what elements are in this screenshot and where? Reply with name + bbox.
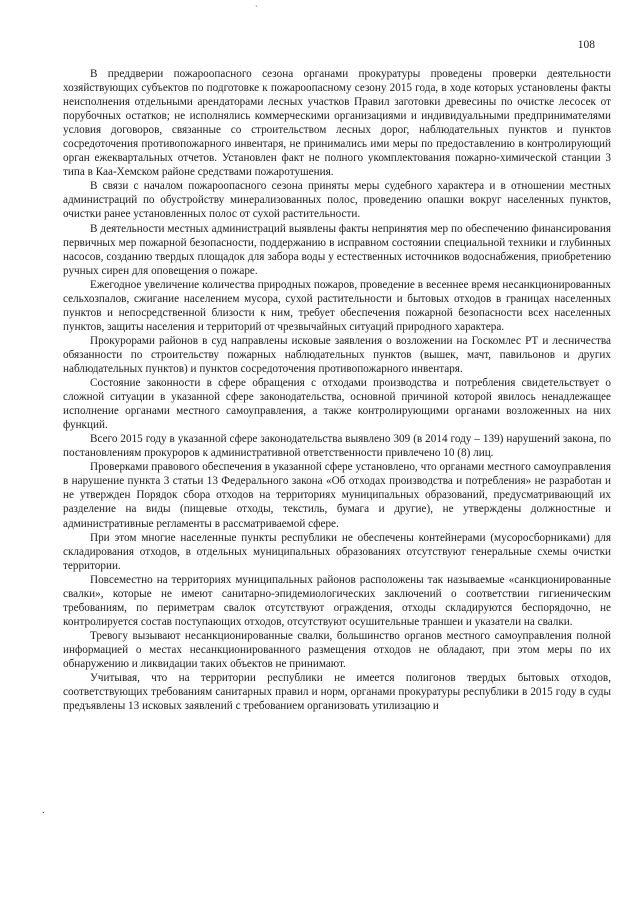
paragraph-natural-fires: Ежегодное увеличение количества природных пожаров, проведение в весеннее время несанкционированных сельхозпалов, сжигание населением мусора, сухой растительности и бытовых отходов в границах населенных пунктов и непосредственной близости к ним, требует обеспечения пожарной безопасности всех населенных пунктов, защиты населения и территорий от чрезвычайных ситуаций природного характера. [63,278,611,333]
paragraph-waste-legality: Состояние законности в сфере обращения с отходами производства и потребления свидетельствует о сложной ситуации в указанной сфере законодательства, основной причиной которой явилось ненадлежащее исполнение органами местного самоуправления, а также контролирующими органами возложенных на них функций. [63,377,611,432]
margin-dot: . [42,804,45,816]
paragraph-fire-season-checks: В преддверии пожароопасного сезона органами прокуратуры проведены проверки деятельности хозяйствующих субъектов по подготовке к пожароопасному сезону 2015 года, в ходе которых установлены факты неисполнения отдельными арендаторами лесных участков Правил заготовки древесины по очистке лесосек от порубочных остатков; не исполнялись коммерческими организациями и индивидуальными предпринимателями условия договоров, связанные со строительством лесных дорог, наблюдательных пунктов и пунктов сосредоточения противопожарного инвентаря, не принимались ими меры по предоставлению в контролирующий орган ежеквартальных отчетов. Установлен факт не полного укомплектования пожарно-химической станции 3 типа в Каа-Хемском районе средствами пожаротушения. [63,68,611,179]
paragraph-violations-count: Всего 2015 году в указанной сфере законодательства выявлено 309 (в 2014 году – 139) нарушений закона, по постановлениям прокуроров к административной ответственности привлечено 10 (8) лиц. [63,433,611,460]
paragraph-unsanctioned-dumps: Тревогу вызывают несанкционированные свалки, большинство органов местного самоуправления полной информацией о местах несанкционированного размещения отходов не обладают, при этом меры по их обнаружению и ликвидации таких объектов не принимают. [63,629,611,670]
paragraph-legal-provision: Проверками правового обеспечения в указанной сфере установлено, что органами местного самоуправления в нарушение пункта 3 статьи 13 Федерального закона «Об отходах производства и потребления» не разработан и не утвержден Порядок сбора отходов на территориях муниципальных образований, предусматривающий их разделение на виды (пищевые отходы, текстиль, бумага и другие), не утверждены должностные и административные регламенты в рассматриваемой сфере. [63,461,611,530]
document-body [63,67,611,713]
scan-mark: ` [255,4,258,14]
paragraph-sanctioned-dumps: Повсеместно на территориях муниципальных районов расположены так называемые «санкционированные свалки», которые не имеют санитарно-эпидемиологических заключений о соответствии гигиеническим требованиям, по периметрам свалок отсутствуют ограждения, отходы складируются беспорядочно, не контролируется состав поступающих отходов, отсутствуют осушительные траншеи и указатели на свалки. [63,573,611,628]
paragraph-containers: При этом многие населенные пункты республики не обеспечены контейнерами (мусоросборниками) для складирования отходов, в отдельных муниципальных образованиях отсутствуют генеральные схемы очистки территории. [63,531,611,572]
paragraph-judicial-measures: В связи с началом пожароопасного сезона приняты меры судебного характера и в отношении местных администраций по обустройству минерализованных полос, проведению опашки вокруг населенных пунктов, очистки ранее установленных полос от сухой растительности. [63,180,611,221]
paragraph-landfill-claims: Учитывая, что на территории республики не имеется полигонов твердых бытовых отходов, соответствующих требованиям санитарных правил и норм, органами прокуратуры республики в 2015 году в суды предъявлены 13 исковых заявлений с требованием организовать утилизацию и [63,672,611,713]
paragraph-local-administrations: В деятельности местных администраций выявлены факты непринятия мер по обеспечению финансирования первичных мер пожарной безопасности, поддержанию в исправном состоянии специальной техники и глубинных насосов, созданию твердых площадок для забора воды у естественных источников водоснабжения, приобретению ручных сирен для оповещения о пожаре. [63,222,611,277]
page-number: 108 [577,39,595,51]
paragraph-prosecutor-claims: Прокурорами районов в суд направлены исковые заявления о возложении на Госкомлес РТ и лесничества обязанности по строительству пожарных наблюдательных пунктов (вышек, мачт, павильонов и других наблюдательных пунктов) и пунктов сосредоточения противопожарного инвентаря. [63,334,611,375]
